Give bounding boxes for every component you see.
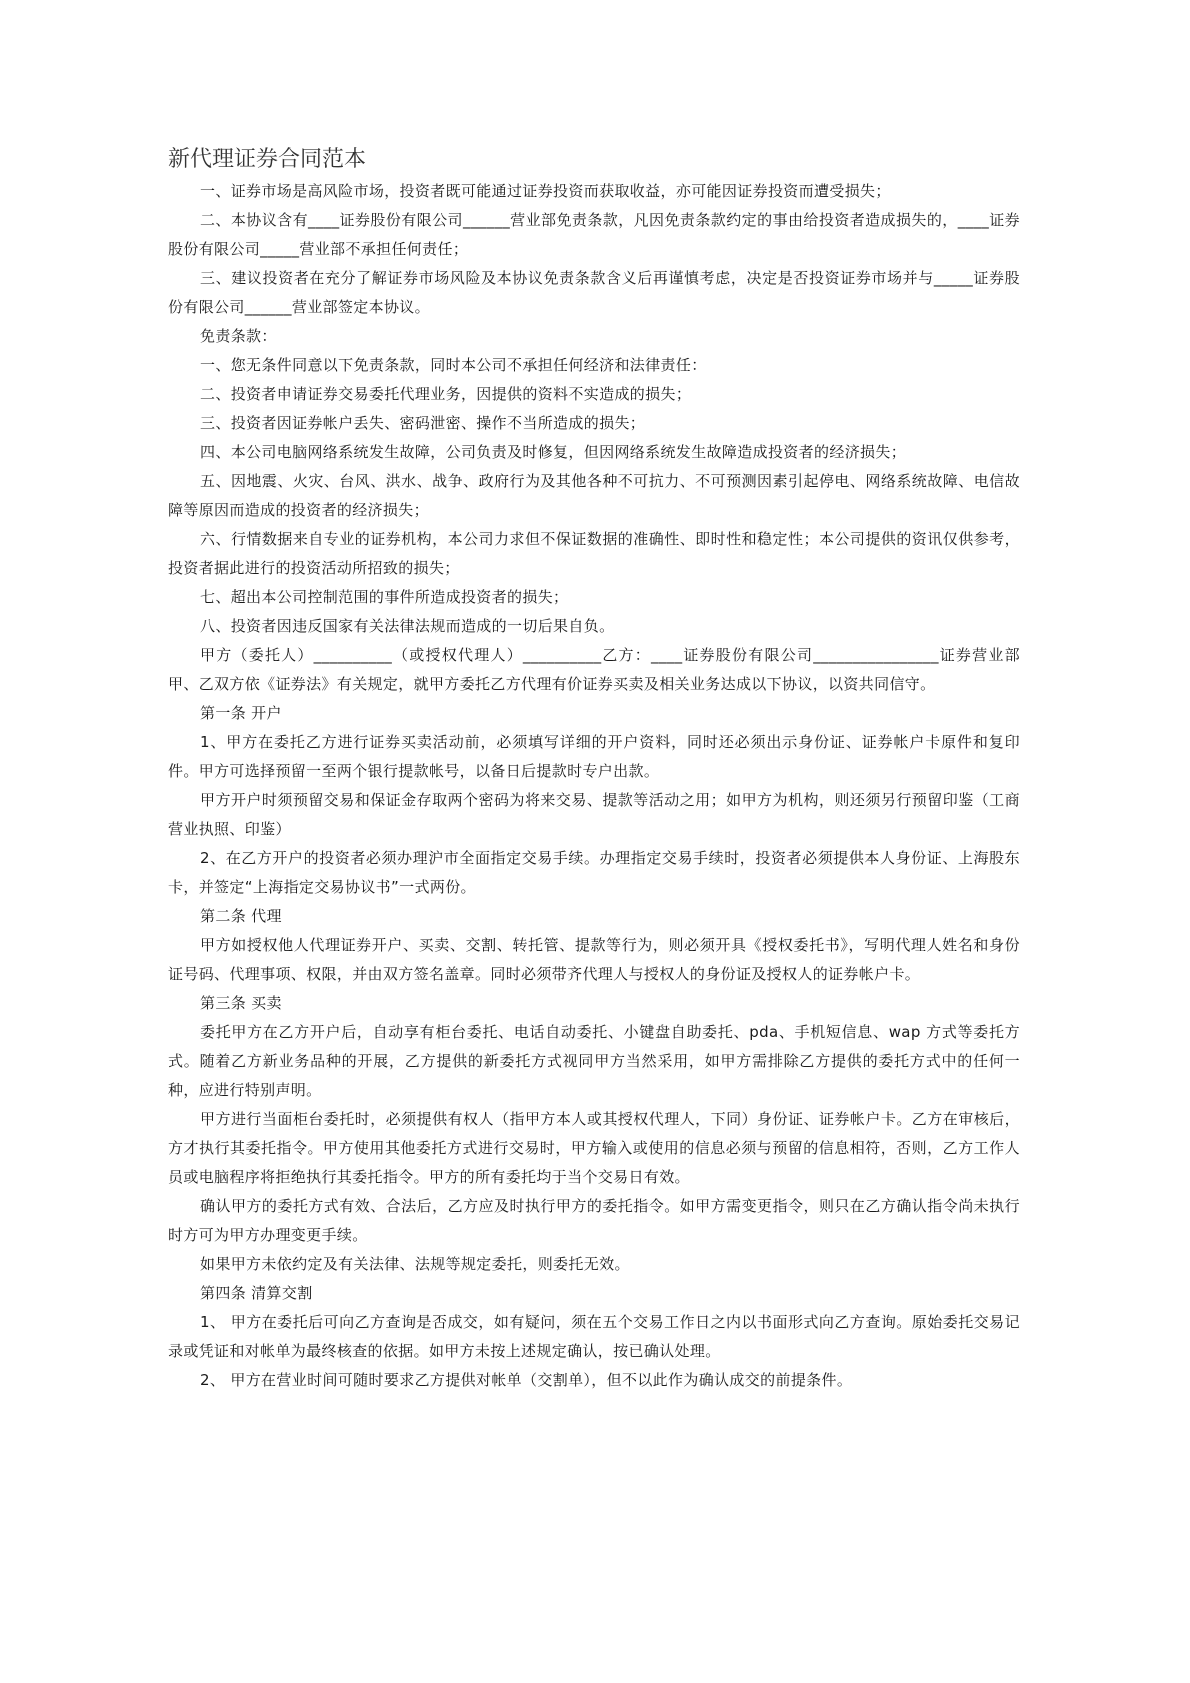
document-body <box>168 143 1020 1395</box>
document-title: 新代理证券合同范本 <box>168 147 367 172</box>
paragraph-risk-notice-1: 一、证券市场是高风险市场，投资者既可能通过证券投资而获取收益，亦可能因证券投资而遭受损失； <box>200 182 891 200</box>
article-1-clause-1: 1、甲方在委托乙方进行证券买卖活动前，必须填写详细的开户资料，同时还必须出示身份证、证券帐户卡原件和复印件。甲方可选择预留一至两个银行提款帐号，以备日后提款时专户出款。 <box>168 733 1020 780</box>
article-1-clause-2: 2、在乙方开户的投资者必须办理沪市全面指定交易手续。办理指定交易手续时，投资者必须提供本人身份证、上海股东卡，并签定“上海指定交易协议书”一式两份。 <box>168 849 1020 896</box>
article-4-clause-2: 2、 甲方在营业时间可随时要求乙方提供对帐单（交割单），但不以此作为确认成交的前提条件。 <box>200 1371 853 1389</box>
article-1-heading: 第一条 开户 <box>200 704 282 722</box>
article-4-clause-1: 1、 甲方在委托后可向乙方查询是否成交，如有疑问，须在五个交易工作日之内以书面形式向乙方查询。原始委托交易记录或凭证和对帐单为最终核查的依据。如甲方未按上述规定确认，按已确认处理。 <box>168 1313 1020 1360</box>
disclaimer-item-1: 一、您无条件同意以下免责条款，同时本公司不承担任何经济和法律责任： <box>200 356 707 374</box>
disclaimer-item-2: 二、投资者申请证券交易委托代理业务，因提供的资料不实造成的损失； <box>200 385 692 403</box>
article-3-clause-invalid: 如果甲方未依约定及有关法律、法规等规定委托，则委托无效。 <box>200 1255 630 1273</box>
paragraph-risk-notice-2: 二、本协议含有____证券股份有限公司______营业部免责条款，凡因免责条款约定的事由给投资者造成损失的，____证券股份有限公司_____营业部不承担任何责任； <box>168 211 1020 258</box>
article-2-heading: 第二条 代理 <box>200 907 282 925</box>
paragraph-risk-notice-3: 三、建议投资者在充分了解证券市场风险及本协议免责条款含义后再谨慎考虑，决定是否投资证券市场并与_____证券股份有限公司______营业部签定本协议。 <box>168 269 1020 316</box>
article-1-clause-password: 甲方开户时须预留交易和保证金存取两个密码为将来交易、提款等活动之用；如甲方为机构，则还须另行预留印鉴（工商营业执照、印鉴） <box>168 791 1020 838</box>
article-3-clause-methods: 委托甲方在乙方开户后，自动享有柜台委托、电话自动委托、小键盘自助委托、pda、手机短信息、wap 方式等委托方式。随着乙方新业务品种的开展，乙方提供的新委托方式视同甲方当然采用，如甲方需排除乙方提供的委托方式中的任何一种，应进行特别声明。 <box>168 1023 1020 1099</box>
parties-preamble: 甲方（委托人）__________（或授权代理人）__________乙方：____证券股份有限公司________________证券营业部甲、乙双方依《证券法》有关规定，就甲方委托乙方代理有价证券买卖及相关业务达成以下协议，以资共同信守。 <box>168 646 1020 693</box>
disclaimer-item-3: 三、投资者因证券帐户丢失、密码泄密、操作不当所造成的损失； <box>200 414 646 432</box>
article-3-clause-counter: 甲方进行当面柜台委托时，必须提供有权人（指甲方本人或其授权代理人，下同）身份证、证券帐户卡。乙方在审核后，方才执行其委托指令。甲方使用其他委托方式进行交易时，甲方输入或使用的信息必须与预留的信息相符，否则，乙方工作人员或电脑程序将拒绝执行其委托指令。甲方的所有委托均于当个交易日有效。 <box>168 1110 1020 1186</box>
article-3-heading: 第三条 买卖 <box>200 994 282 1012</box>
disclaimer-item-8: 八、投资者因违反国家有关法律法规而造成的一切后果自负。 <box>200 617 615 635</box>
article-3-clause-confirm: 确认甲方的委托方式有效、合法后，乙方应及时执行甲方的委托指令。如甲方需变更指令，则只在乙方确认指令尚未执行时方可为甲方办理变更手续。 <box>168 1197 1020 1244</box>
article-2-clause: 甲方如授权他人代理证券开户、买卖、交割、转托管、提款等行为，则必须开具《授权委托书》，写明代理人姓名和身份证号码、代理事项、权限，并由双方签名盖章。同时必须带齐代理人与授权人的身份证及授权人的证券帐户卡。 <box>168 936 1020 983</box>
disclaimer-item-4: 四、本公司电脑网络系统发生故障，公司负责及时修复，但因网络系统发生故障造成投资者的经济损失； <box>200 443 907 461</box>
disclaimer-item-5: 五、因地震、火灾、台风、洪水、战争、政府行为及其他各种不可抗力、不可预测因素引起停电、网络系统故障、电信故障等原因而造成的投资者的经济损失； <box>168 472 1020 519</box>
disclaimer-item-7: 七、超出本公司控制范围的事件所造成投资者的损失； <box>200 588 569 606</box>
disclaimer-heading: 免责条款： <box>200 327 277 345</box>
disclaimer-item-6: 六、行情数据来自专业的证券机构，本公司力求但不保证数据的准确性、即时性和稳定性；本公司提供的资讯仅供参考，投资者据此进行的投资活动所招致的损失； <box>168 530 1020 577</box>
article-4-heading: 第四条 清算交割 <box>200 1284 313 1302</box>
